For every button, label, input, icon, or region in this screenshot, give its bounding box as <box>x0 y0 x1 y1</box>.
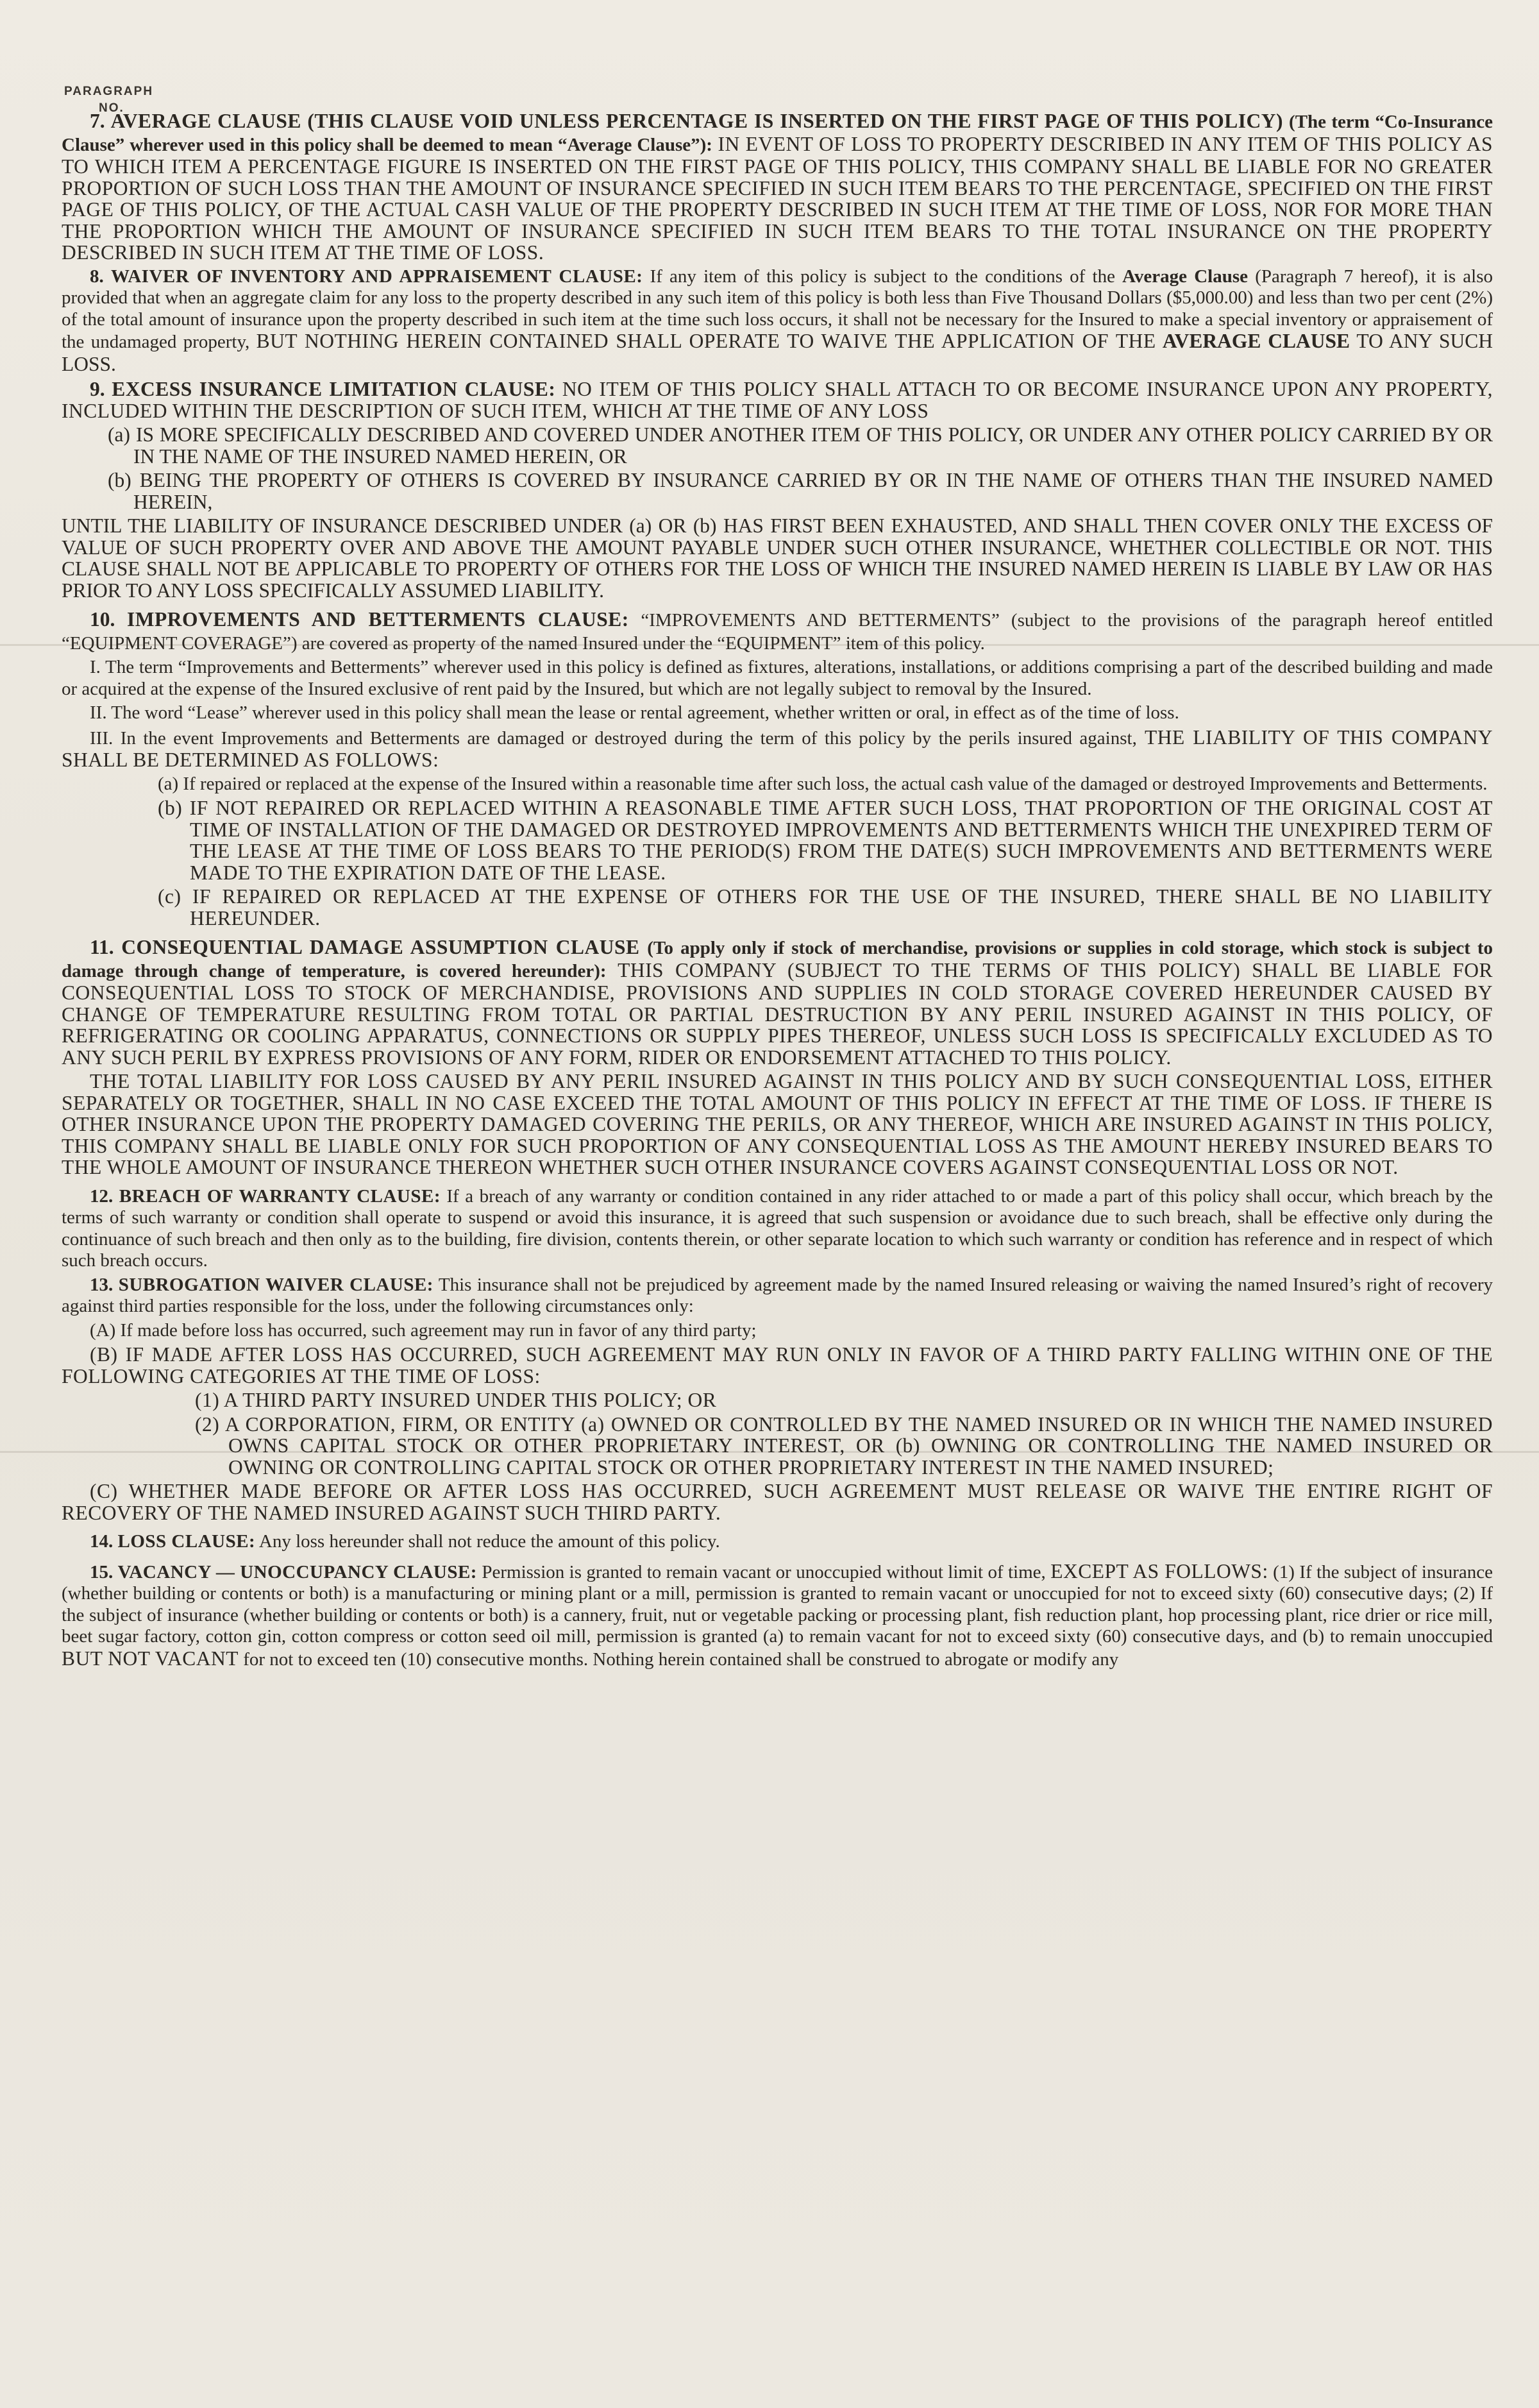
paragraph-7-title: AVERAGE CLAUSE (THIS CLAUSE VOID UNLESS PERCENTAGE IS INSERTED ON THE FIRST PAGE OF THIS POLICY) <box>110 110 1284 132</box>
paragraph-14-number: 14. <box>90 1531 114 1552</box>
paragraph-10-number: 10. <box>90 608 115 631</box>
no-label: NO. <box>99 101 124 115</box>
paragraph-8-bold-a: Average Clause <box>1122 266 1249 287</box>
paragraph-11-body-2: THE TOTAL LIABILITY FOR LOSS CAUSED BY ANY PERIL INSURED AGAINST IN THIS POLICY AND BY SUCH CONSEQUENTIAL LOSS, EITHER SEPARATELY OR TOGETHER, SHALL IN NO CASE EXCEED THE TOTAL AMOUNT OF THIS POLICY IN EFFECT AT THE TIME OF LOSS. IF THERE IS OTHER INSURANCE UPON THE PROPERTY DAMAGED COVERING THE PERILS, OR ANY THEREOF, WHICH ARE INSURED AGAINST IN THIS POLICY, THIS COMPANY SHALL BE LIABLE ONLY FOR SUCH PROPORTION OF ANY CONSEQUENTIAL LOSS AS THE AMOUNT HEREBY INSURED BEARS TO THE WHOLE AMOUNT OF INSURANCE THEREON WHETHER SUCH OTHER INSURANCE COVERS AGAINST CONSEQUENTIAL LOSS OR NOT. <box>62 1070 1493 1178</box>
paragraph-8-body-b: (Paragraph 7 hereof), it is also provided that when an aggregate claim for any loss to the property described in any such item of this policy is both less than Five Thousand Dollars ($5,000.00) and less than two per cent (2%) of the total amount of insurance upon the property described in such item at the time such loss occurs, it shall not be necessary for the Insured to make a special inventory or appraisement of the undamaged property, <box>62 266 1493 352</box>
paragraph-13-title: SUBROGATION WAIVER CLAUSE: <box>118 1274 433 1295</box>
paragraph-15-number: 15. <box>90 1561 114 1582</box>
paragraph-15-body-b: (1) If the subject of insurance (whether building or contents or both) is a manufacturing or mining plant or a mill, permission is granted to remain vacant or unoccupied for not to exceed sixty (60) consecutive days; (2) If the subject of insurance (whether building or contents or both) is a cannery, fruit, nut or vegetable packing or processing plant, fish reduction plant, hop processing plant, rice drier or rice mill, beet sugar factory, cotton gin, cotton compress or cotton seed oil mill, permission is granted (a) to remain vacant for not to exceed sixty (60) consecutive days, and (b) to remain unoccupied <box>62 1561 1493 1647</box>
paragraph-8-body-a: If any item of this policy is subject to the conditions of the <box>650 266 1115 287</box>
paragraph-12-body: If a breach of any warranty or condition contained in any rider attached to or made a part of this policy shall occur, which breach by the terms of such warranty or condition shall operate to suspend or avoid this insurance, it is agreed that such suspension or avoidance due to such breach, shall be effective only during the continuance of such breach and then only as to the building, fire division, contents therein, or other separate location to which such warranty or condition has reference and in respect of which such breach occurs. <box>62 1185 1493 1271</box>
paragraph-7-note: (The term “Co-Insurance Clause” wherever used in this policy shall be deemed to mean “Average Clause”): <box>62 112 1493 155</box>
paragraph-9-number: 9. <box>90 378 105 400</box>
paragraph-10-title: IMPROVEMENTS AND BETTERMENTS CLAUSE: <box>127 608 629 631</box>
paragraph-15-caps-b: BUT NOT VACANT <box>62 1647 239 1670</box>
paragraph-10-body: “IMPROVEMENTS AND BETTERMENTS” (subject to the provisions of the paragraph hereof entitled “EQUIPMENT COVERAGE”) are covered as property of the named Insured under the “EQUIPMENT” item of this policy. <box>62 610 1493 654</box>
paragraph-13-item-1: (1) A THIRD PARTY INSURED UNDER THIS POLICY; OR <box>195 1389 717 1411</box>
paragraph-8-number: 8. <box>90 266 104 287</box>
paragraph-8-bold-b: AVERAGE CLAUSE <box>1162 330 1350 352</box>
paragraph-9-item-a: (a) IS MORE SPECIFICALLY DESCRIBED AND COVERED UNDER ANOTHER ITEM OF THIS POLICY, OR UNDER ANY OTHER POLICY CARRIED BY OR IN THE NAME OF THE INSURED NAMED HEREIN, OR <box>108 423 1493 468</box>
paragraph-14 <box>62 1531 1493 1553</box>
paragraph-9-tail: UNTIL THE LIABILITY OF INSURANCE DESCRIBED UNDER (a) OR (b) HAS FIRST BEEN EXHAUSTED, AND SHALL THEN COVER ONLY THE EXCESS OF VALUE OF SUCH PROPERTY OVER AND ABOVE THE AMOUNT PAYABLE UNDER SUCH OTHER INSURANCE, WHETHER COLLECTIBLE OR NOT. THIS CLAUSE SHALL NOT BE APPLICABLE TO PROPERTY OF OTHERS FOR THE LOSS OF WHICH THE INSURED NAMED HEREIN IS LIABLE BY LAW OR HAS PRIOR TO ANY LOSS SPECIFICALLY ASSUMED LIABILITY. <box>62 514 1493 602</box>
paragraph-13-item-C: (C) WHETHER MADE BEFORE OR AFTER LOSS HAS OCCURRED, SUCH AGREEMENT MUST RELEASE OR WAIVE THE ENTIRE RIGHT OF RECOVERY OF THE NAMED INSURED AGAINST SUCH THIRD PARTY. <box>62 1480 1493 1524</box>
paragraph-9-title: EXCESS INSURANCE LIMITATION CLAUSE: <box>112 378 556 400</box>
paragraph-12-number: 12. <box>90 1185 114 1207</box>
paragraph-10-i: I. The term “Improvements and Betterments” wherever used in this policy is defined as fixtures, alterations, installations, or additions comprising a part of the described building and made or acquired at the expense of the Insured exclusive of rent paid by the Insured, but which are not legally subject to removal by the Insured. <box>62 657 1493 699</box>
paragraph-11-note: (To apply only if stock of merchandise, provisions or supplies in cold storage, which stock is subject to damage through change of temperature, is covered hereunder): <box>62 938 1493 981</box>
paragraph-12 <box>62 1186 1493 1272</box>
paragraph-11 <box>62 937 1493 1068</box>
paragraph-10-ii: II. The word “Lease” wherever used in this policy shall mean the lease or rental agreement, whether written or oral, in effect as of the time of loss. <box>90 702 1179 723</box>
paragraph-15-caps-a: EXCEPT AS FOLLOWS: <box>1050 1559 1268 1582</box>
paragraph-10-iii-b: THE LIABILITY OF THIS COMPANY SHALL BE DETERMINED AS FOLLOWS: <box>62 725 1493 771</box>
paragraph-13-item-A: (A) If made before loss has occurred, such agreement may run in favor of any third party; <box>90 1319 757 1341</box>
paragraph-15-body-a: Permission is granted to remain vacant or unoccupied without limit of time, <box>482 1561 1046 1582</box>
paragraph-14-title: LOSS CLAUSE: <box>117 1531 256 1552</box>
paragraph-9-body: NO ITEM OF THIS POLICY SHALL ATTACH TO OR BECOME INSURANCE UPON ANY PROPERTY, INCLUDED WITHIN THE DESCRIPTION OF SUCH ITEM, WHICH AT THE TIME OF ANY LOSS <box>62 378 1493 422</box>
paragraph-10-item-a: (a) If repaired or replaced at the expense of the Insured within a reasonable time after such loss, the actual cash value of the damaged or destroyed Improvements and Betterments. <box>158 773 1488 794</box>
paragraph-15-body-c: for not to exceed ten (10) consecutive months. Nothing herein contained shall be construed to abrogate or modify any <box>243 1649 1119 1670</box>
paragraph-13 <box>62 1275 1493 1318</box>
paragraph-8-title: WAIVER OF INVENTORY AND APPRAISEMENT CLAUSE: <box>110 266 643 287</box>
paragraph-12-title: BREACH OF WARRANTY CLAUSE: <box>119 1185 441 1207</box>
paragraph-11-title: CONSEQUENTIAL DAMAGE ASSUMPTION CLAUSE <box>121 936 640 958</box>
paragraph-13-item-B: (B) IF MADE AFTER LOSS HAS OCCURRED, SUCH AGREEMENT MAY RUN ONLY IN FAVOR OF A THIRD PARTY FALLING WITHIN ONE OF THE FOLLOWING CATEGORIES AT THE TIME OF LOSS: <box>62 1343 1493 1387</box>
paragraph-10-iii-a: III. In the event Improvements and Betterments are damaged or destroyed during the term of this policy by the perils insured against, <box>90 727 1137 749</box>
paragraph-7-body: IN EVENT OF LOSS TO PROPERTY DESCRIBED IN ANY ITEM OF THIS POLICY AS TO WHICH ITEM A PERCENTAGE FIGURE IS INSERTED ON THE FIRST PAGE OF THIS POLICY, THIS COMPANY SHALL BE LIABLE FOR NO GREATER PROPORTION OF SUCH LOSS THAN THE AMOUNT OF INSURANCE SPECIFIED IN SUCH ITEM BEARS TO THE PERCENTAGE, SPECIFIED ON THE FIRST PAGE OF THIS POLICY, OF THE ACTUAL CASH VALUE OF THE PROPERTY DESCRIBED IN SUCH ITEM AT THE TIME OF LOSS, NOR FOR MORE THAN THE PROPORTION WHICH THE AMOUNT OF INSURANCE SPECIFIED IN SUCH ITEM BEARS TO THE TOTAL INSURANCE ON THE PROPERTY DESCRIBED IN SUCH ITEM AT THE TIME OF LOSS. <box>62 132 1493 264</box>
paragraph-10-iii <box>62 727 1493 771</box>
paragraph-7 <box>62 110 1493 264</box>
paragraph-11-number: 11. <box>90 936 114 958</box>
paragraph-13-body: This insurance shall not be prejudiced by agreement made by the named Insured releasing or waiving the named Insured’s right of recovery against third parties responsible for the loss, under the following circumstances only: <box>62 1274 1493 1316</box>
paragraph-8 <box>62 266 1493 377</box>
paragraph-8-end: TO ANY SUCH LOSS. <box>62 330 1493 375</box>
paragraph-10-item-b: (b) IF NOT REPAIRED OR REPLACED WITHIN A REASONABLE TIME AFTER SUCH LOSS, THAT PROPORTION OF THE ORIGINAL COST AT TIME OF INSTALLATION OF THE DAMAGED OR DESTROYED IMPROVEMENTS AND BETTERMENTS WHICH THE UNEXPIRED TERM OF THE LEASE AT THE TIME OF LOSS BEARS TO THE PERIOD(S) FROM THE DATE(S) SUCH IMPROVEMENTS AND BETTERMENTS WERE MADE TO THE EXPIRATION DATE OF THE LEASE. <box>158 797 1493 884</box>
paragraph-13-item-2: (2) A CORPORATION, FIRM, OR ENTITY (a) OWNED OR CONTROLLED BY THE NAMED INSURED OR IN WHICH THE NAMED INSURED OWNS CAPITAL STOCK OR OTHER PROPRIETARY INTEREST, OR (b) OWNING OR CONTROLLING THE NAMED INSURED OR OWNING OR CONTROLLING CAPITAL STOCK OR OTHER PROPRIETARY INTEREST IN THE NAMED INSURED; <box>195 1412 1493 1479</box>
paragraph-8-caps: BUT NOTHING HEREIN CONTAINED SHALL OPERATE TO WAIVE THE APPLICATION OF THE <box>256 330 1156 352</box>
paragraph-10 <box>62 609 1493 654</box>
policy-text <box>62 110 1493 1673</box>
paragraph-15-title: VACANCY — UNOCCUPANCY CLAUSE: <box>117 1561 477 1582</box>
paragraph-10-item-c: (c) IF REPAIRED OR REPLACED AT THE EXPENSE OF OTHERS FOR THE USE OF THE INSURED, THERE SHALL BE NO LIABILITY HEREUNDER. <box>158 885 1493 929</box>
paragraph-label: PARAGRAPH <box>64 85 154 98</box>
paragraph-14-body: Any loss hereunder shall not reduce the amount of this policy. <box>258 1531 720 1552</box>
paragraph-11-body: THIS COMPANY (SUBJECT TO THE TERMS OF THIS POLICY) SHALL BE LIABLE FOR CONSEQUENTIAL LOSS TO STOCK OF MERCHANDISE, PROVISIONS AND SUPPLIES IN COLD STORAGE COVERED HEREUNDER CAUSED BY CHANGE OF TEMPERATURE RESULTING FROM TOTAL OR PARTIAL DESTRUCTION BY ANY PERIL INSURED AGAINST IN THIS POLICY, OF REFRIGERATING OR COOLING APPARATUS, CONNECTIONS OR SUPPLY PIPES THEREOF, UNLESS SUCH LOSS IS SPECIFICALLY EXCLUDED AS TO ANY SUCH PERIL BY EXPRESS PROVISIONS OF ANY FORM, RIDER OR ENDORSEMENT ATTACHED TO THIS POLICY. <box>62 958 1493 1069</box>
paragraph-15 <box>62 1561 1493 1671</box>
paragraph-13-number: 13. <box>90 1274 114 1295</box>
paragraph-9 <box>62 378 1493 421</box>
paragraph-7-number: 7. <box>90 110 105 132</box>
paragraph-9-item-b: (b) BEING THE PROPERTY OF OTHERS IS COVERED BY INSURANCE CARRIED BY OR IN THE NAME OF OTHERS THAN THE INSURED NAMED HEREIN, <box>108 469 1493 513</box>
